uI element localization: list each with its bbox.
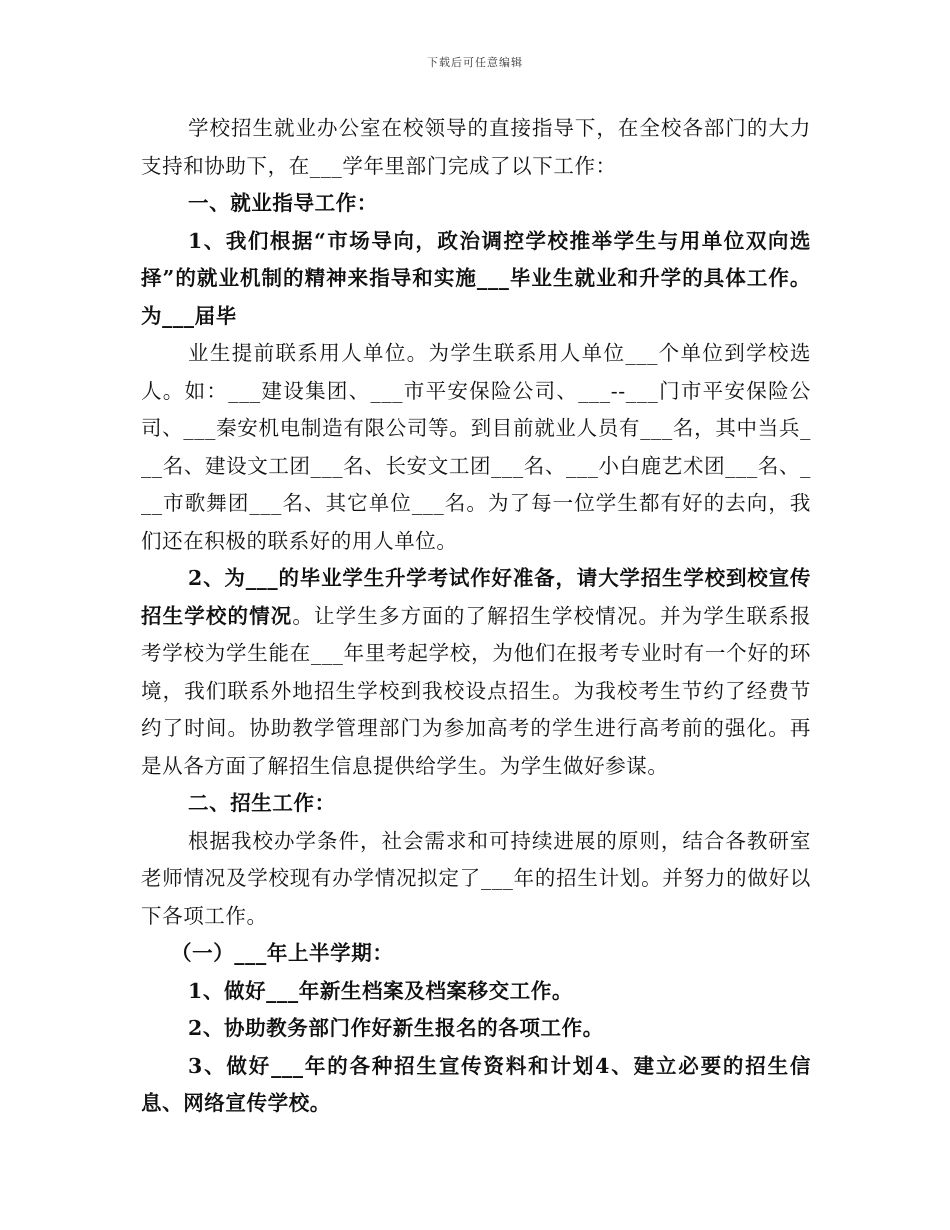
semester-item-3-4: 3、做好___年的各种招生宣传资料和计划4、建立必要的招生信息、网络宣传学校。 bbox=[141, 1053, 811, 1115]
subsection-heading-first-semester: （一）___年上半学期： bbox=[171, 941, 394, 965]
intro-paragraph: 学校招生就业办公室在校领导的直接指导下，在全校各部门的大力支持和协助下，在___学年里部门完成了以下工作： bbox=[141, 116, 811, 178]
semester-item-2: 2、协助教务部门作好新生报名的各项工作。 bbox=[188, 1016, 604, 1040]
semester-item-1: 1、做好___年新生档案及档案移交工作。 bbox=[188, 978, 574, 1003]
section-heading-employment: 一、就业指导工作： bbox=[188, 191, 378, 215]
employment-item-2 bbox=[141, 560, 811, 785]
page-header: 下载后可任意编辑 bbox=[427, 56, 523, 69]
employment-item-1-continued: 业生提前联系用人单位。为学生联系用人单位___个单位到学校选人。如：___建设集团、___市平安保险公司、___--___门市平安保险公司、___秦安机电制造有限公司等。到目前就业人员有___名，其中当兵___名、建设文工团___名、长安文工团___名、___小白鹿艺术团___名、___市歌舞团___名、其它单位___名。为了每一位学生都有好的去向，我们还在积极的联系好的用人单位。 bbox=[141, 341, 811, 553]
document-body bbox=[141, 110, 811, 1123]
section-heading-admissions: 二、招生工作： bbox=[188, 791, 336, 815]
employment-item-2-bold: 2、为___的毕业学生升学考试作好准备，请大学招生学校到校宣传招生学校的情况 bbox=[141, 566, 811, 628]
admissions-paragraph: 根据我校办学条件，社会需求和可持续进展的原则，结合各教研室老师情况及学校现有办学情况拟定了___年的招生计划。并努力的做好以下各项工作。 bbox=[141, 828, 811, 928]
employment-item-1: 1、我们根据“市场导向，政治调控学校推举学生与用单位双向选择”的就业机制的精神来指导和实施___毕业生就业和升学的具体工作。为___届毕 bbox=[141, 228, 811, 328]
employment-item-2-text: 。让学生多方面的了解招生学校情况。并为学生联系报考学校为学生能在___年里考起学校，为他们在报考专业时有一个好的环境，我们联系外地招生学校到我校设点招生。为我校考生节约了经费节约了时间。协助教学管理部门为参加高考的学生进行高考前的强化。再是从各方面了解招生信息提供给学生。为学生做好参谋。 bbox=[141, 603, 812, 778]
